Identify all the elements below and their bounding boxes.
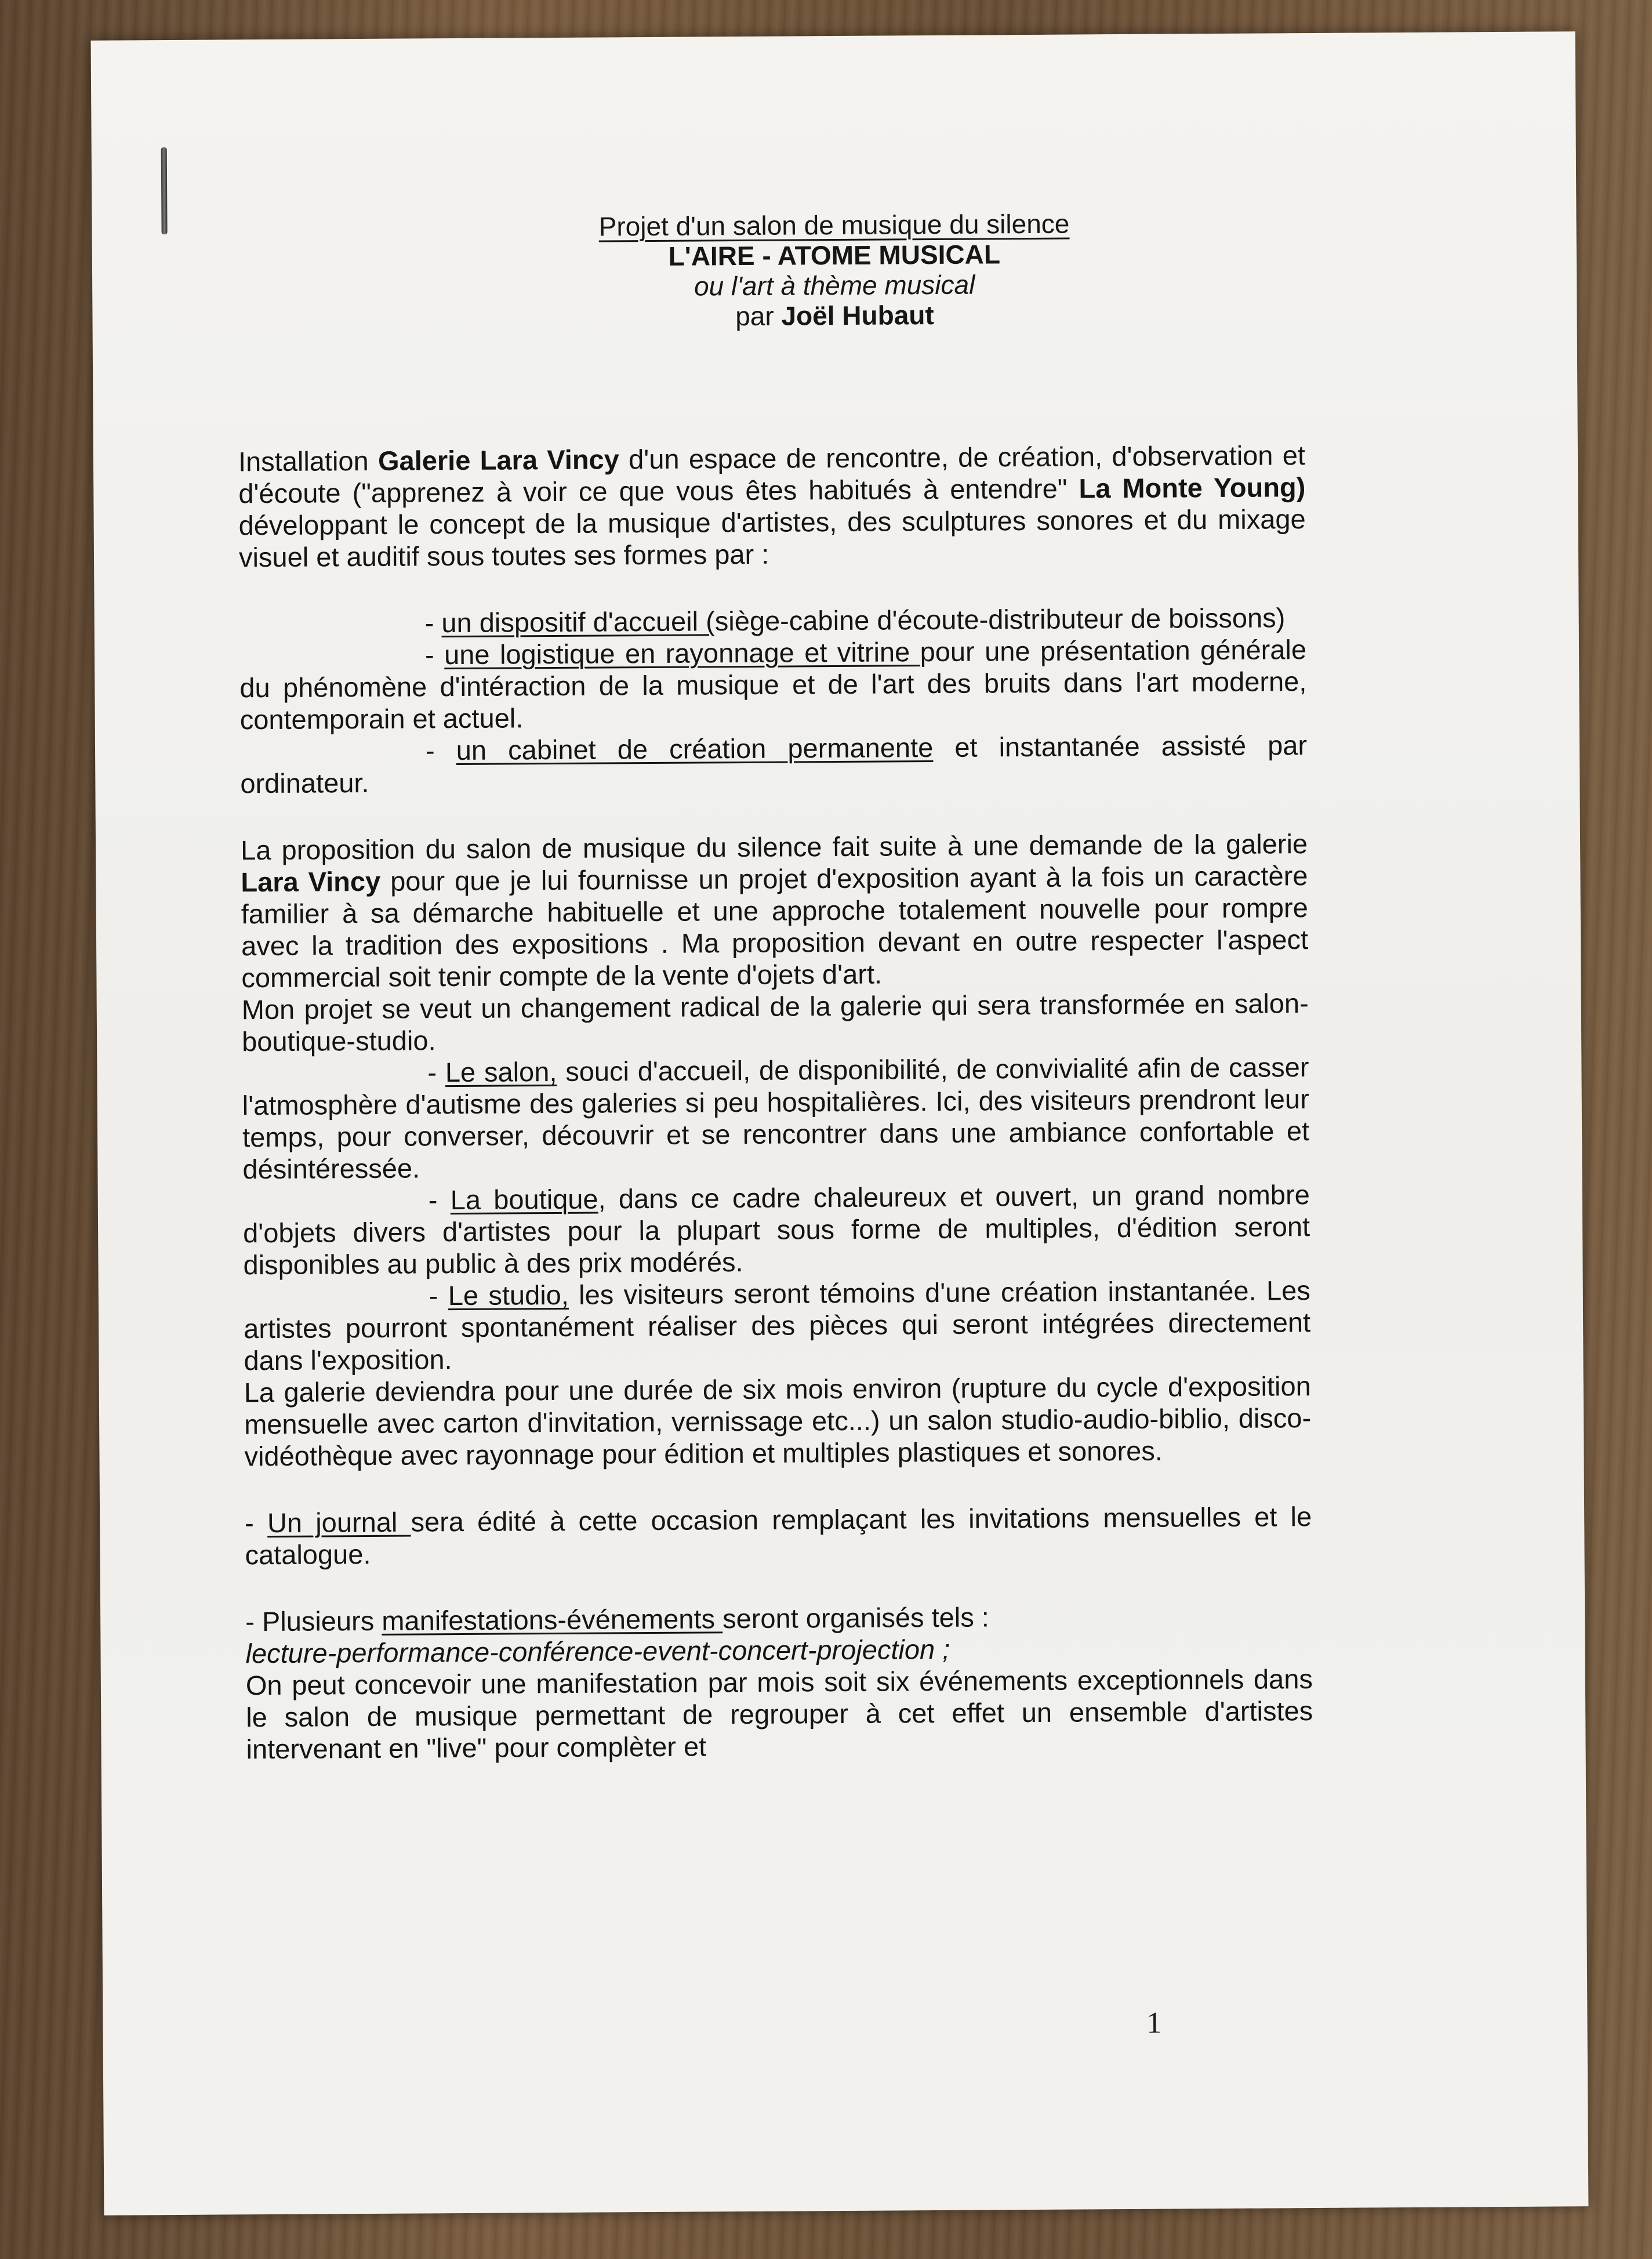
document-body [238, 439, 1313, 1765]
intro-paragraph: Installation Galerie Lara Vincy d'un espace de rencontre, de création, d'observation et d'écoute ("apprenez à voir ce que vous êtes habitués à entendre" La Monte Young) développant le concept de la musique d'artistes, des sculptures sonores et du mixage visuel et auditif sous toutes ses formes par : [238, 440, 1306, 573]
events-closing: On peut concevoir une manifestation par mois soit six événements exceptionnels dans le salon de musique permettant de regrouper à cet effet un ensemble d'artistes intervenant en "live" pour complèter et [245, 1663, 1313, 1765]
author-prefix: par [735, 300, 774, 332]
section-studio: - Le studio, les visiteurs seront témoins d'une création instantanée. Les artistes pourront spontanément réaliser des pièces qui seront intégrées directement dans l'exposition. [243, 1275, 1311, 1376]
list-item: - un dispositif d'accueil (siège-cabine d'écoute-distributeur de boissons) [424, 602, 1286, 639]
page-number: 1 [1146, 2006, 1162, 2040]
list-item: - une logistique en rayonnage et vitrine pour une présentation générale du phénomène d'intéraction de la musique et de l'art des bruits dans l'art moderne, contemporain et actuel. [239, 634, 1307, 735]
quote-author: La Monte Young) [1079, 472, 1306, 504]
journal-paragraph: - Un journal sera édité à cette occasion remplaçant les invitations mensuelles et le catalogue. [245, 1501, 1312, 1571]
gallery-name-2: Lara Vincy [241, 865, 381, 898]
document-tagline: ou l'art à thème musical [694, 269, 975, 302]
document-title: L'AIRE - ATOME MUSICAL [668, 239, 1001, 271]
document-header [92, 205, 1577, 335]
events-list: lecture-performance-conférence-event-concert-projection ; [245, 1633, 950, 1669]
gallery-paragraph: La galerie deviendra pour une durée de six mois environ (rupture du cycle d'exposition mensuelle avec carton d'invitation, vernissage etc...) un salon studio-audio-biblio, disco-vidéothèque avec rayonnage pour édition et multiples plastiques et sonores. [244, 1370, 1312, 1472]
section-salon: - Le salon, souci d'accueil, de disponibilité, de convivialité afin de casser l'atmosphère d'autisme des galeries si peu hospitalières. Ici, des visiteurs prendront leur temps, pour converser, découvrir et se rencontrer dans une ambiance confortable et désintéressée. [242, 1051, 1310, 1185]
author-name: Joël Hubaut [781, 299, 934, 331]
events-paragraph: - Plusieurs manifestations-événements seront organisés tels : [245, 1601, 990, 1637]
section-boutique: - La boutique, dans ce cadre chaleureux et ouvert, un grand nombre d'objets divers d'artistes pour la plupart sous forme de multiples, d'édition seront disponibles au public à des prix modérés. [242, 1179, 1310, 1281]
project-paragraph: Mon projet se veut un changement radical de la galerie qui sera transformée en salon-boutique-studio. [241, 988, 1309, 1057]
document-subtitle: Projet d'un salon de musique du silence [598, 208, 1070, 242]
proposal-paragraph: La proposition du salon de musique du silence fait suite à une demande de la galerie Lara Vincy pour que je lui fournisse un projet d'exposition ayant à la fois un caractère familier à sa démarche habituelle et une approche totalement nouvelle pour rompre avec la tradition des expositions . Ma proposition devant en outre respecter l'aspect commercial soit tenir compte de la vente d'ojets d'art. [240, 828, 1309, 993]
document-page [91, 31, 1589, 2216]
list-item: - un cabinet de création permanente et instantanée assisté par ordinateur. [240, 730, 1308, 799]
gallery-name: Galerie Lara Vincy [377, 444, 620, 476]
